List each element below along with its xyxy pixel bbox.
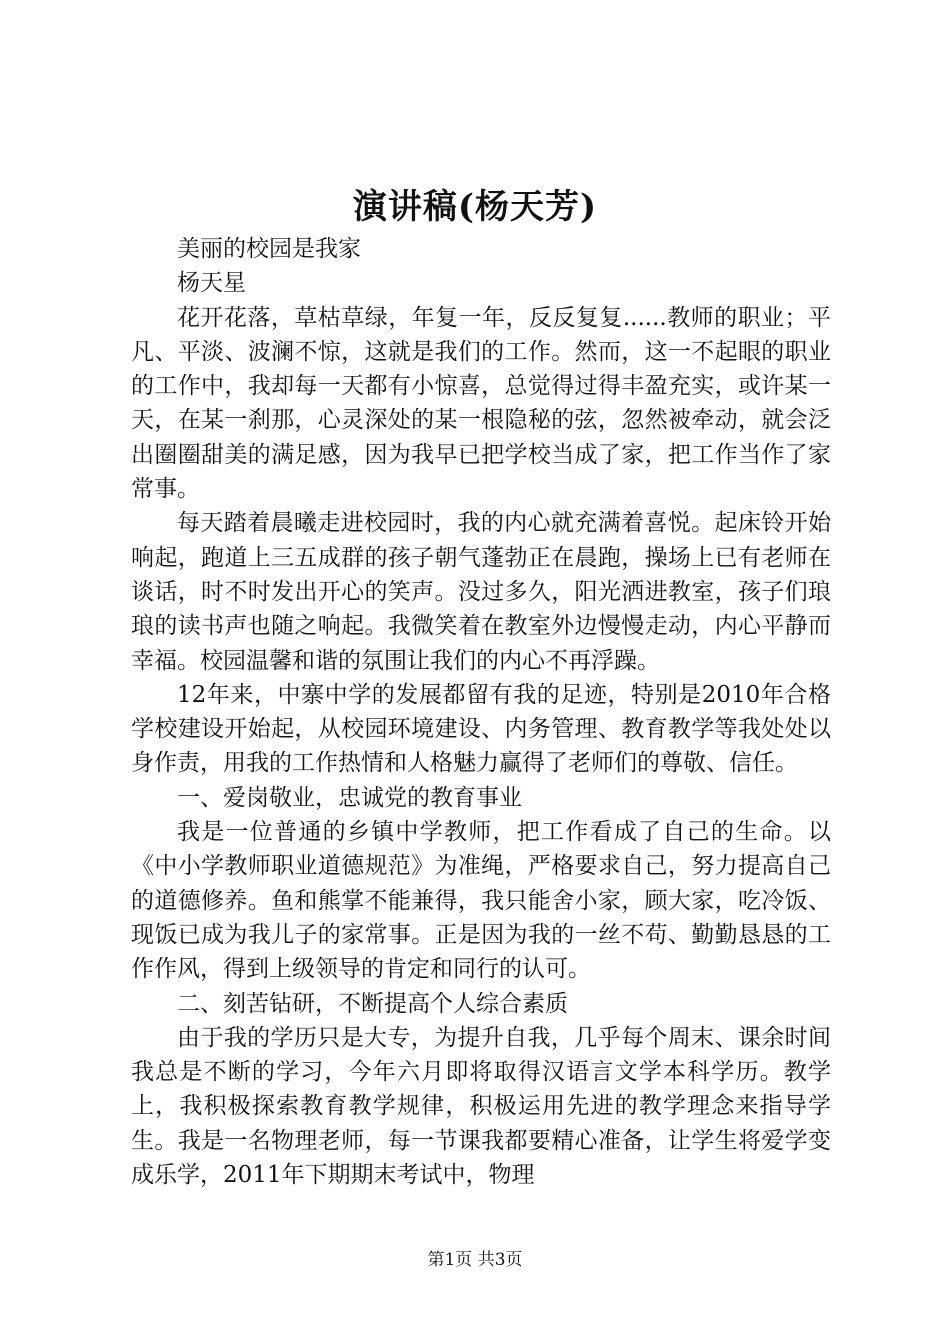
- body-paragraph: 花开花落，草枯草绿，年复一年，反反复复......教师的职业；平凡、平淡、波澜不惊，这就是我们的工作。然而，这一不起眼的职业的工作中，我却每一天都有小惊喜，总觉得过得丰盈充实，或许某一天，在某一刹那，心灵深处的某一根隐秘的弦，忽然被牵动，就会泛出圈圈甜美的满足感，因为我早已把学校当成了家，把工作当作了家常事。: [131, 304, 831, 503]
- body-paragraph: 我是一位普通的乡镇中学教师，把工作看成了自己的生命。以《中小学教师职业道德规范》为准绳，严格要求自己，努力提高自己的道德修养。鱼和熊掌不能兼得，我只能舍小家，顾大家，吃冷饭、现饭已成为我儿子的家常事。正是因为我的一丝不苟、勤勤恳恳的工作作风，得到上级领导的肯定和同行的认可。: [131, 819, 831, 983]
- body-paragraph: 由于我的学历只是大专，为提升自我，几乎每个周末、课余时间我总是不断的学习，今年六月即将取得汉语言文学本科学历。教学上，我积极探索教育教学规律，积极运用先进的教学理念来指导学生。我是一名物理老师，每一节课我都要精心准备，让学生将爱学变成乐学，2011年下期期末考试中，物理: [131, 1024, 831, 1189]
- document-body: [131, 232, 831, 1192]
- body-paragraph: 每天踏着晨曦走进校园时，我的内心就充满着喜悦。起床铃开始响起，跑道上三五成群的孩子朝气蓬勃正在晨跑，操场上已有老师在谈话，时不时发出开心的笑声。没过多久，阳光洒进教室，孩子们琅琅的读书声也随之响起。我微笑着在教室外边慢慢走动，内心平静而幸福。校园温馨和谐的氛围让我们的内心不再浮躁。: [131, 510, 831, 674]
- section-heading: 二、刻苦钻研，不断提高个人综合素质: [177, 990, 568, 1017]
- speech-subtitle: 美丽的校园是我家: [177, 236, 361, 262]
- section-heading: 一、爱岗敬业，忠诚党的教育事业: [177, 784, 522, 811]
- page-footer: 第1页 共3页: [427, 1250, 523, 1270]
- author-name: 杨天星: [177, 270, 246, 297]
- body-paragraph: 12年来，中寨中学的发展都留有我的足迹，特别是2010年合格学校建设开始起，从校园环境建设、内务管理、教育教学等我处处以身作责，用我的工作热情和人格魅力赢得了老师们的尊敬、信任。: [131, 681, 831, 777]
- document-title: 演讲稿(杨天芳): [352, 187, 598, 227]
